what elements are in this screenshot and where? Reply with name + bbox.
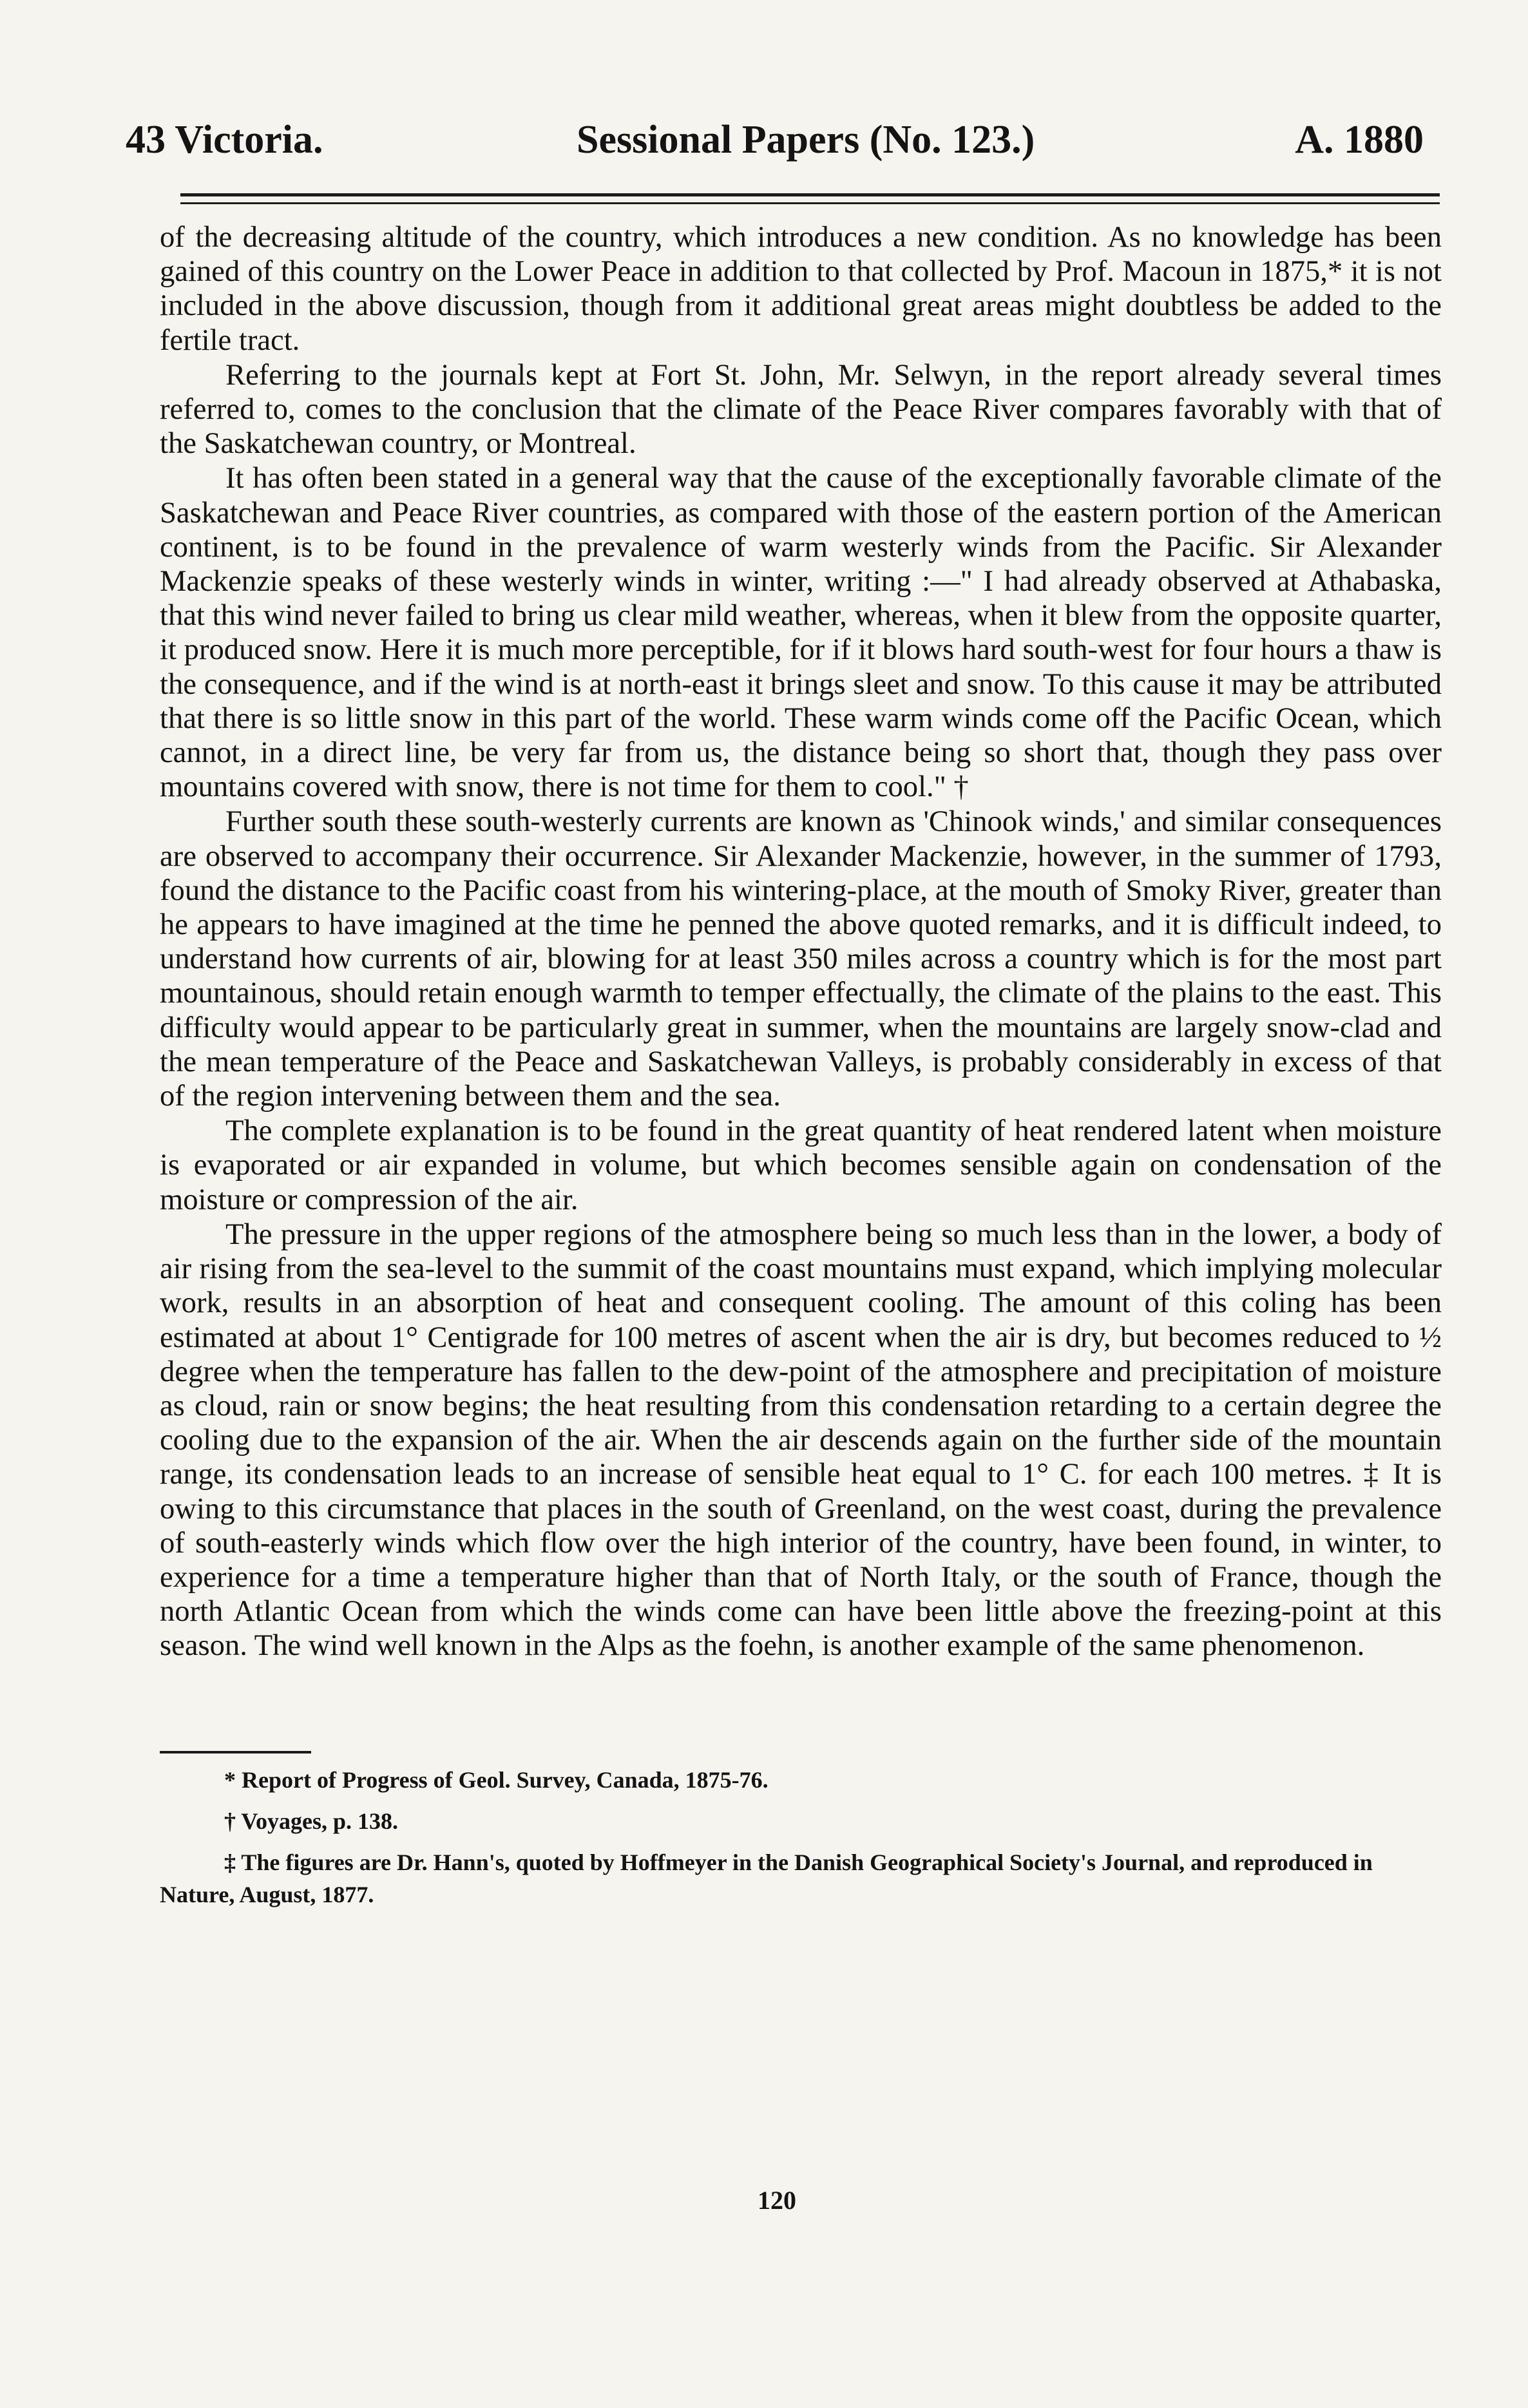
footnotes [160, 1764, 1442, 1920]
paragraph-2: Referring to the journals kept at Fort St. John, Mr. Selwyn, in the report already several times referred to, comes to the conclusion that the climate of the Peace River compares favorably with that of the Saskatchewan country, or Montreal. [160, 358, 1442, 461]
running-header [126, 117, 1424, 175]
paragraph-3: It has often been stated in a general way that the cause of the exceptionally favorable climate of the Saskatchewan and Peace River countries, as compared with those of the eastern portion of the American continent, is to be found in the prevalence of warm westerly winds from the Pacific. Sir Alexander Mackenzie speaks of these westerly winds in winter, writing :—" I had already observed at Athabaska, that this wind never failed to bring us clear mild weather, whereas, when it blew from the opposite quarter, it produced snow. Here it is much more perceptible, for if it blows hard south-west for four hours a thaw is the consequence, and if the wind is at north-east it brings sleet and snow. To this cause it may be attributed that there is so little snow in this part of the world. These warm winds come off the Pacific Ocean, which cannot, in a direct line, be very far from us, the distance being so short that, though they pass over mountains covered with snow, there is not time for them to cool." † [160, 461, 1442, 804]
header-title: Sessional Papers (No. 123.) [577, 118, 1035, 162]
footnote-1: * Report of Progress of Geol. Survey, Canada, 1875-76. [224, 1767, 769, 1793]
header-session: 43 Victoria. [126, 118, 323, 162]
footnote-rule [160, 1751, 311, 1753]
paragraph-1: of the decreasing altitude of the country, which introduces a new condition. As no knowledge has been gained of this country on the Lower Peace in addition to that collected by Prof. Macoun in 1875,* it is not included in the above discussion, though from it additional great areas might doubtless be added to the fertile tract. [160, 220, 1442, 357]
page-number: 120 [758, 2186, 796, 2215]
header-year: A. 1880 [1295, 118, 1424, 162]
footnote-2: † Voyages, p. 138. [224, 1808, 399, 1834]
body-text [160, 220, 1442, 1663]
header-rule-thick [180, 193, 1440, 196]
paragraph-5: The complete explanation is to be found in the great quantity of heat rendered latent when moisture is evaporated or air expanded in volume, but which becomes sensible again on condensation of the moisture or compression of the air. [160, 1114, 1442, 1216]
header-rule-thin [180, 202, 1440, 204]
paragraph-6: The pressure in the upper regions of the atmosphere being so much less than in the lower, a body of air rising from the sea-level to the summit of the coast mountains must expand, which implying molecular work, results in an absorption of heat and consequent cooling. The amount of this coling has been estimated at about 1° Centigrade for 100 metres of ascent when the air is dry, but becomes reduced to ½ degree when the temperature has fallen to the dew-point of the atmosphere and precipitation of moisture as cloud, rain or snow begins; the heat resulting from this condensation retarding to a certain degree the cooling due to the expansion of the air. When the air descends again on the further side of the mountain range, its condensation leads to an increase of sensible heat equal to 1° C. for each 100 metres. ‡ It is owing to this circumstance that places in the south of Greenland, on the west coast, during the prevalence of south-easterly winds which flow over the high interior of the country, have been found, in winter, to experience for a time a temperature higher than that of North Italy, or the south of France, though the north Atlantic Ocean from which the winds come can have been little above the freezing-point at this season. The wind well known in the Alps as the foehn, is another example of the same phenomenon. [160, 1217, 1442, 1663]
footnote-3: ‡ The figures are Dr. Hann's, quoted by Hoffmeyer in the Danish Geographical Society's Journal, and reproduced in Nature, August, 1877. [160, 1849, 1373, 1907]
paragraph-4: Further south these south-westerly currents are known as 'Chinook winds,' and similar consequences are observed to accompany their occurrence. Sir Alexander Mackenzie, however, in the summer of 1793, found the distance to the Pacific coast from his wintering-place, at the mouth of Smoky River, greater than he appears to have imagined at the time he penned the above quoted remarks, and it is difficult indeed, to understand how currents of air, blowing for at least 350 miles across a country which is for the most part mountainous, should retain enough warmth to temper effectually, the climate of the plains to the east. This difficulty would appear to be particularly great in summer, when the mountains are largely snow-clad and the mean temperature of the Peace and Saskatchewan Valleys, is probably considerably in excess of that of the region intervening between them and the sea. [160, 805, 1442, 1113]
